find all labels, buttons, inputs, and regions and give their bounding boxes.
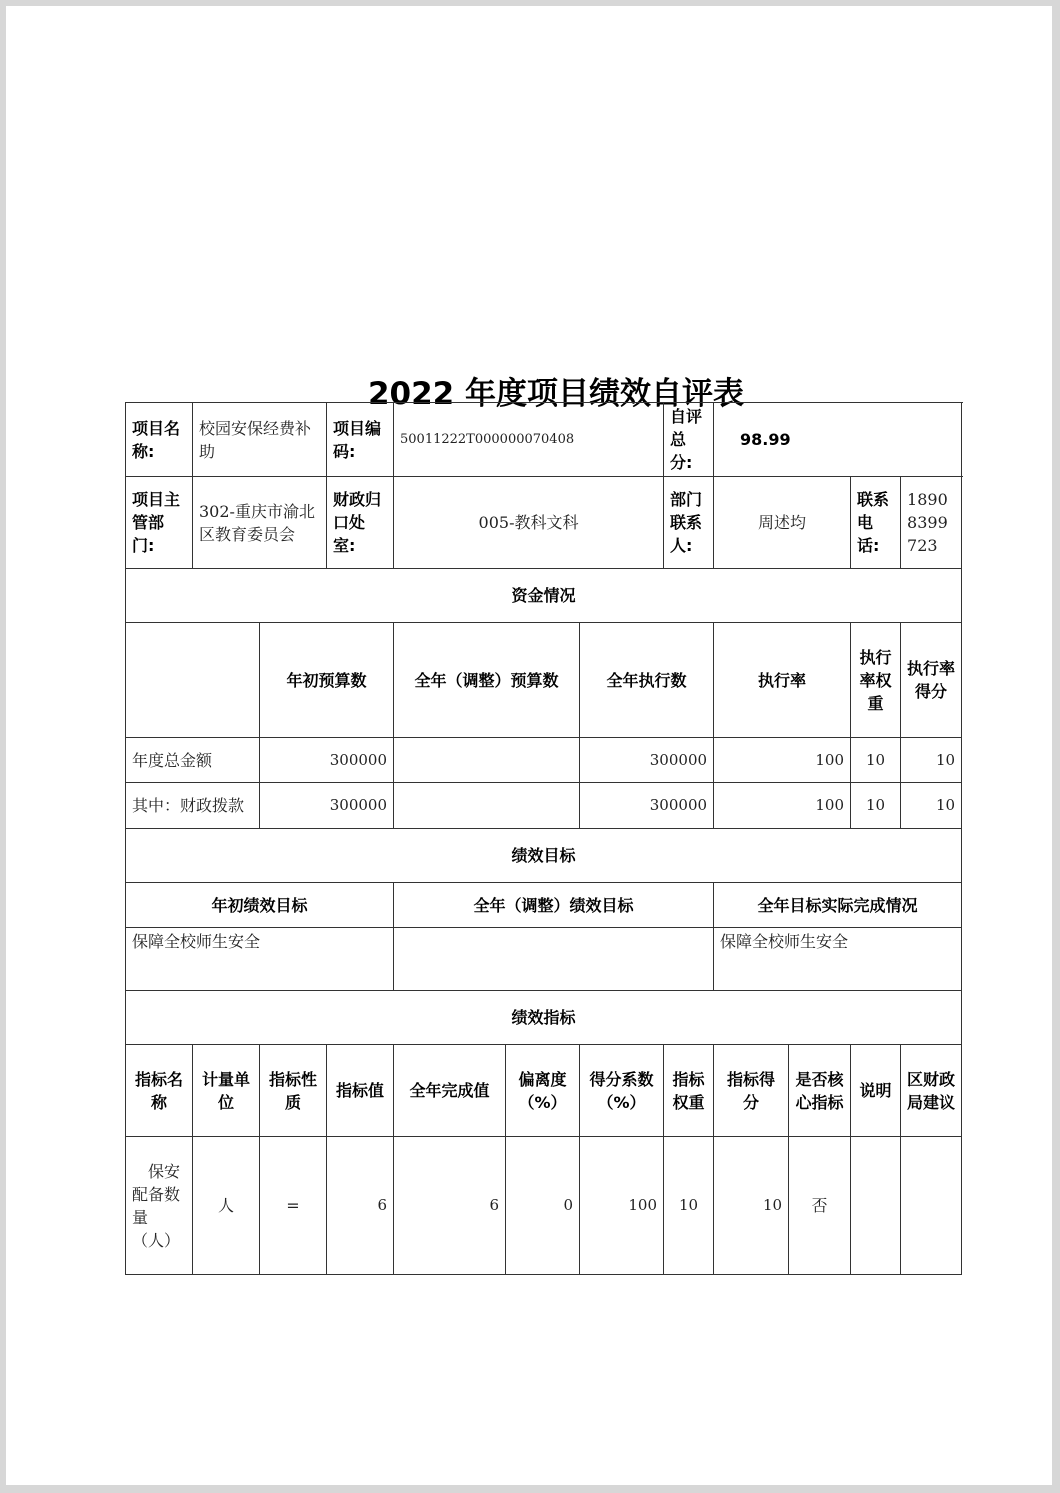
- table-row: [126, 1137, 962, 1275]
- funds-section-row: [126, 569, 962, 623]
- ind-row-score: 10: [714, 1137, 789, 1275]
- goals-section-row: [126, 829, 962, 883]
- goals-header-initial: 年初绩效目标: [126, 883, 394, 928]
- goals-header-actual: 全年目标实际完成情况: [714, 883, 962, 928]
- ind-header-suggestion: 区财政局建议: [901, 1045, 962, 1137]
- ind-row-value: 6: [327, 1137, 394, 1275]
- ind-header-name: 指标名称: [126, 1045, 193, 1137]
- dept-value: 302-重庆市渝北区教育委员会: [193, 477, 327, 569]
- ind-row-completed: 6: [394, 1137, 506, 1275]
- goals-header-row: [126, 883, 962, 928]
- funds-row-score: 10: [901, 738, 962, 783]
- info-row-1: [126, 403, 962, 477]
- ind-row-unit: 人: [193, 1137, 260, 1275]
- goals-section-title: 绩效目标: [126, 829, 962, 883]
- funds-row-name: 其中：财政拨款: [126, 783, 260, 829]
- phone-label: 联系电话:: [851, 477, 901, 569]
- funds-header-weight: 执行率权重: [851, 623, 901, 738]
- ind-row-suggestion: [901, 1137, 962, 1275]
- finance-value: 005-教科文科: [394, 477, 664, 569]
- ind-header-value: 指标值: [327, 1045, 394, 1137]
- funds-row-adjusted: [394, 738, 580, 783]
- info-row-2: [126, 477, 962, 569]
- phone-value: 18908399723: [901, 477, 962, 569]
- ind-header-nature: 指标性质: [260, 1045, 327, 1137]
- ind-header-note: 说明: [851, 1045, 901, 1137]
- table-row: [126, 738, 962, 783]
- funds-header-executed: 全年执行数: [580, 623, 714, 738]
- indicators-section-title: 绩效指标: [126, 991, 962, 1045]
- funds-header-initial: 年初预算数: [260, 623, 394, 738]
- ind-row-core: 否: [789, 1137, 851, 1275]
- ind-row-note: [851, 1137, 901, 1275]
- funds-row-initial: 300000: [260, 738, 394, 783]
- page-title: 2022 年度项目绩效自评表: [367, 376, 745, 412]
- funds-row-initial: 300000: [260, 783, 394, 829]
- ind-header-unit: 计量单位: [193, 1045, 260, 1137]
- funds-row-rate: 100: [714, 738, 851, 783]
- funds-row-weight: 10: [851, 783, 901, 829]
- contact-value: 周述均: [714, 477, 851, 569]
- finance-label: 财政归口处室:: [327, 477, 394, 569]
- goals-header-adjusted: 全年（调整）绩效目标: [394, 883, 714, 928]
- indicators-header-row: [126, 1045, 962, 1137]
- ind-header-coefficient: 得分系数（%）: [580, 1045, 664, 1137]
- ind-header-completed: 全年完成值: [394, 1045, 506, 1137]
- funds-header-blank: [126, 623, 260, 738]
- ind-row-coefficient: 100: [580, 1137, 664, 1275]
- funds-row-executed: 300000: [580, 783, 714, 829]
- ind-row-weight: 10: [664, 1137, 714, 1275]
- ind-header-deviation: 偏离度（%）: [506, 1045, 580, 1137]
- ind-header-weight: 指标权重: [664, 1045, 714, 1137]
- funds-row-rate: 100: [714, 783, 851, 829]
- goals-actual-text: 保障全校师生安全: [714, 928, 962, 991]
- table-row: [126, 783, 962, 829]
- ind-header-score: 指标得分: [714, 1045, 789, 1137]
- score-value: 98.99: [714, 403, 962, 477]
- funds-row-adjusted: [394, 783, 580, 829]
- funds-header-adjusted: 全年（调整）预算数: [394, 623, 580, 738]
- funds-row-executed: 300000: [580, 738, 714, 783]
- funds-row-weight: 10: [851, 738, 901, 783]
- project-name-value: 校园安保经费补助: [193, 403, 327, 477]
- funds-row-score: 10: [901, 783, 962, 829]
- funds-header-score: 执行率得分: [901, 623, 962, 738]
- funds-header-rate: 执行率: [714, 623, 851, 738]
- evaluation-table: [125, 402, 962, 1275]
- ind-row-name: 保安配备数量（人）: [126, 1137, 193, 1275]
- indicators-section-row: [126, 991, 962, 1045]
- goals-adjusted-text: [394, 928, 714, 991]
- ind-header-core: 是否核心指标: [789, 1045, 851, 1137]
- contact-label: 部门联系人:: [664, 477, 714, 569]
- goals-content-row: [126, 928, 962, 991]
- project-code-value: 50011222T000000070408: [394, 403, 664, 477]
- funds-section-title: 资金情况: [126, 569, 962, 623]
- goals-initial-text: 保障全校师生安全: [126, 928, 394, 991]
- funds-header-row: [126, 623, 962, 738]
- project-name-label: 项目名称:: [126, 403, 193, 477]
- ind-row-deviation: 0: [506, 1137, 580, 1275]
- project-code-label: 项目编码:: [327, 403, 394, 477]
- ind-row-nature: =: [260, 1137, 327, 1275]
- score-label: 自评总分:: [664, 403, 714, 477]
- dept-label: 项目主管部门:: [126, 477, 193, 569]
- funds-row-name: 年度总金额: [126, 738, 260, 783]
